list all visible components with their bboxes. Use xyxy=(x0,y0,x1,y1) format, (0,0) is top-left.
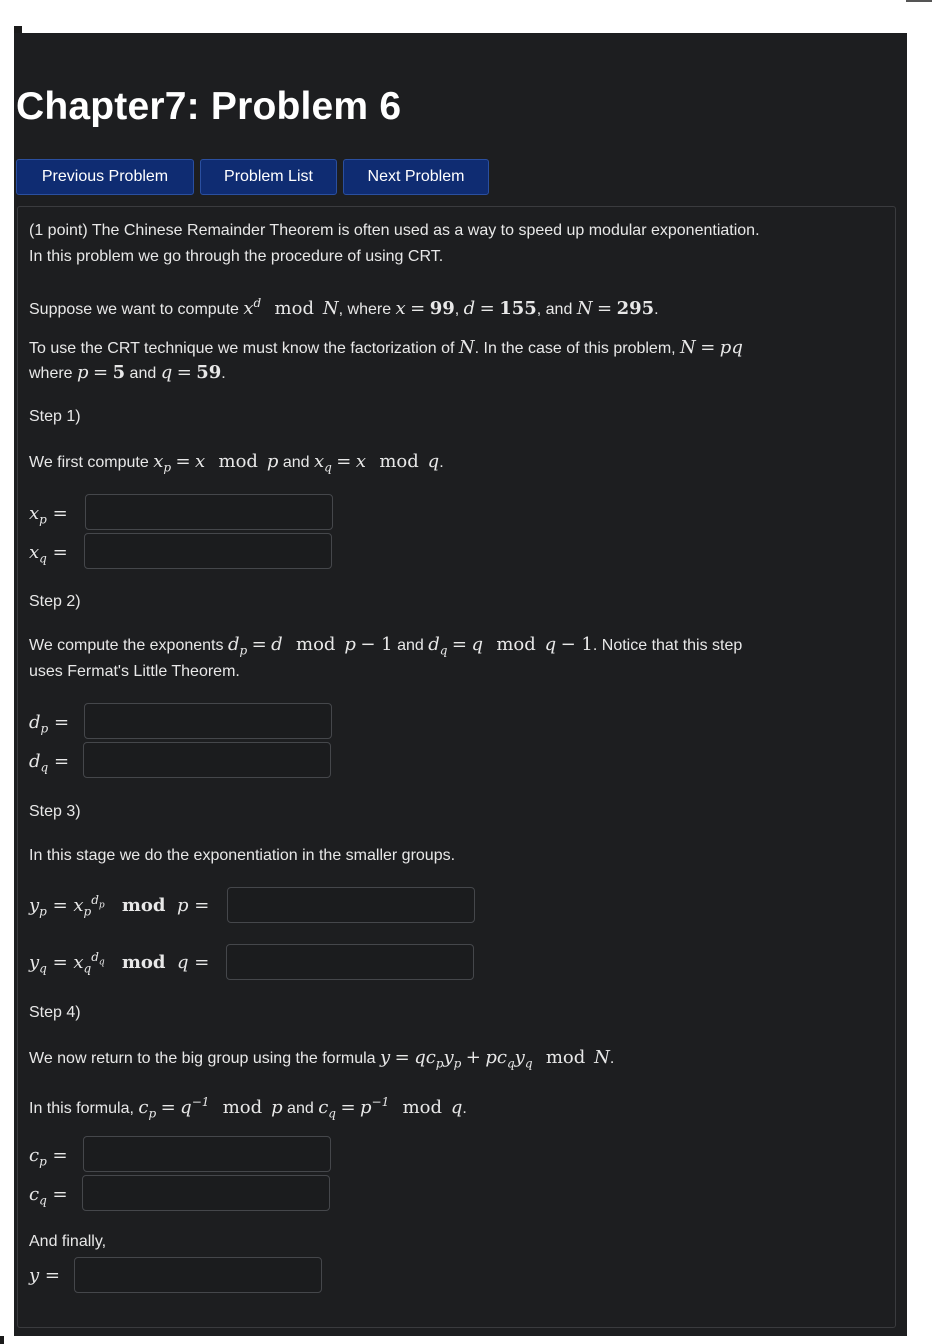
step2-text: We compute the exponents $d_p = d$ mod p − 1 and $d_q = q$ mod q − 1. Notice that this step xyxy=(29,634,743,658)
corner-line xyxy=(906,0,932,2)
xq-label: $x_q$ = xyxy=(29,542,68,566)
dq-input[interactable] xyxy=(83,742,331,778)
y-input[interactable] xyxy=(74,1257,322,1293)
problem-list-button[interactable]: Problem List xyxy=(200,159,337,195)
cp-input[interactable] xyxy=(83,1136,331,1172)
factor-line-1: To use the CRT technique we must know the factorization of N. In the case of this problem, N = pq xyxy=(29,337,743,358)
where-word: where xyxy=(29,365,78,382)
and-word-3: and xyxy=(282,454,310,471)
dp-label: $d_p$ = xyxy=(29,712,70,736)
problem-body xyxy=(17,206,896,1328)
dq-label: $d_q$ = xyxy=(29,751,70,775)
step2-tail: . Notice that this step xyxy=(592,637,743,654)
factor-line-2: where p = 5 and q = 59. xyxy=(29,362,226,383)
step4-text: We now return to the big group using the formula $y = qc_py_p + pc_qy_q$ mod N. xyxy=(29,1047,615,1071)
x-value: 99 xyxy=(429,298,455,319)
factor-text: To use the CRT technique we must know the factorization of xyxy=(29,340,459,357)
step2-text-prefix: We compute the exponents xyxy=(29,637,228,654)
cq-label: $c_q$ = xyxy=(29,1184,68,1208)
xq-input[interactable] xyxy=(84,533,332,569)
yp-input[interactable] xyxy=(227,887,475,923)
intro-line-2: In this problem we go through the procedure of using CRT. xyxy=(29,248,444,265)
formula-prefix: In this formula, xyxy=(29,1100,139,1117)
next-problem-button[interactable]: Next Problem xyxy=(343,159,489,195)
suppose-prefix: Suppose we want to compute xyxy=(29,301,244,318)
p-value: 5 xyxy=(112,362,126,383)
step1-text-prefix: We first compute xyxy=(29,454,154,471)
factor-text-b: . In the case of this problem, xyxy=(474,340,681,357)
N-value: 295 xyxy=(616,298,655,319)
step3-text: In this stage we do the exponentiation in the smaller groups. xyxy=(29,847,456,864)
intro-line-1: (1 point) The Chinese Remainder Theorem is often used as a way to speed up modular exponentiation. xyxy=(29,222,760,239)
xp-label: $x_p$ = xyxy=(29,503,68,527)
page-title: Chapter7: Problem 6 xyxy=(16,85,402,128)
y-label: y = xyxy=(29,1265,60,1286)
bottom-mark xyxy=(0,1336,4,1344)
q-value: 59 xyxy=(196,362,222,383)
d-value: 155 xyxy=(499,298,537,319)
step2-title: Step 2) xyxy=(29,593,81,610)
and-word-2: and xyxy=(129,365,157,382)
xp-input[interactable] xyxy=(85,494,333,530)
cq-input[interactable] xyxy=(82,1175,330,1211)
and-word: and xyxy=(545,301,573,318)
page-container xyxy=(14,33,907,1336)
suppose-mid: , where xyxy=(338,301,396,318)
step3-title: Step 3) xyxy=(29,803,81,820)
previous-problem-button[interactable]: Previous Problem xyxy=(16,159,194,195)
and-word-5: and xyxy=(287,1100,314,1117)
step4-text-prefix: We now return to the big group using the formula xyxy=(29,1050,381,1067)
dp-input[interactable] xyxy=(84,703,332,739)
step4-title: Step 4) xyxy=(29,1004,81,1021)
step1-title: Step 1) xyxy=(29,408,81,425)
yq-input[interactable] xyxy=(226,944,474,980)
yp-label: $y_p = x_p^{d_p}$ mod p = xyxy=(29,893,210,919)
and-word-4: and xyxy=(397,637,424,654)
step1-text: We first compute $x_p = x$ mod p and $x_q = x$ mod q. xyxy=(29,451,444,475)
cp-label: $c_p$ = xyxy=(29,1145,68,1169)
finally-text: And finally, xyxy=(29,1233,107,1250)
suppose-line: Suppose we want to compute $x^d$ mod N, where x = 99, d = 155, and N = 295. xyxy=(29,296,659,319)
yq-label: $y_q = x_q^{d_q}$ mod q = xyxy=(29,950,210,976)
step4-formula-line: In this formula, $c_p = q^{-1}$ mod p and $c_q = p^{-1}$ mod q. xyxy=(29,1095,467,1121)
step2-line2: uses Fermat's Little Theorem. xyxy=(29,663,240,680)
